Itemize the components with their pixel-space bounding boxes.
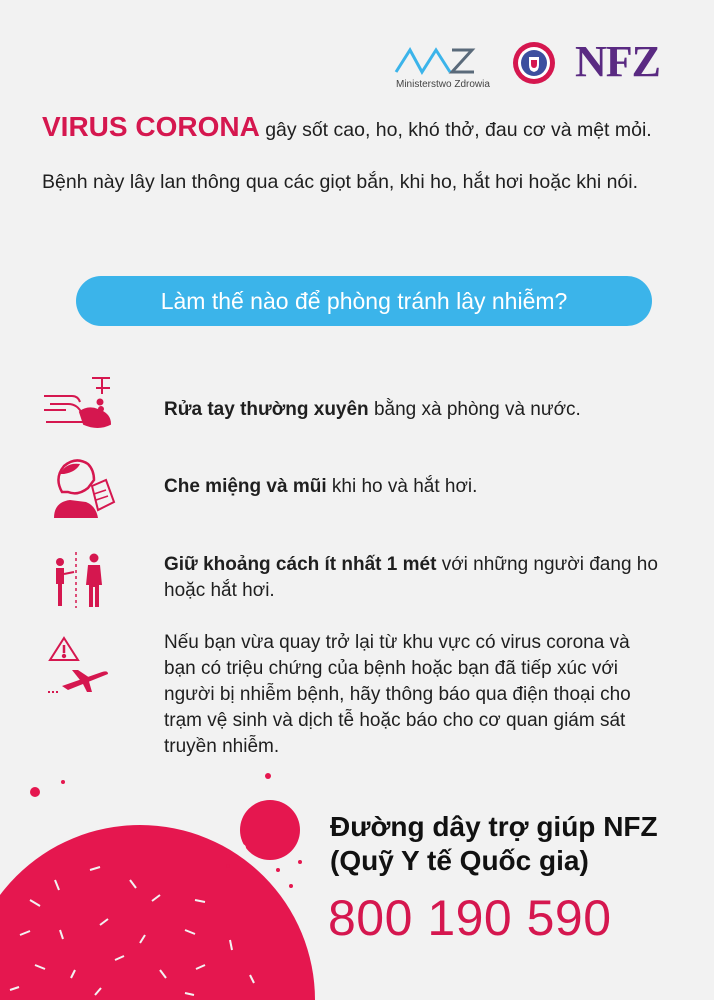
tip-text: bằng xà phòng và nước. (368, 399, 581, 420)
distance-icon (50, 550, 114, 615)
tip-bold: Che miệng và mũi (164, 476, 327, 497)
hotline-line-1: Đường dây trợ giúp NFZ (330, 811, 658, 842)
tip-cover-mouth (164, 474, 477, 500)
nfz-logo: NFZ (575, 37, 660, 86)
intro-paragraph-1 (42, 113, 682, 144)
hotline-phone-number: 800 190 590 (328, 890, 612, 946)
intro-paragraph-2: Bệnh này lây lan thông qua các giọt bắn, khi ho, hắt hơi hoặc khi nói. (42, 171, 639, 193)
tip-bold: Giữ khoảng cách ít nhất 1 mét (164, 554, 437, 575)
sanitary-inspection-seal (512, 41, 556, 85)
intro-text (42, 113, 682, 196)
ministry-caption: Ministerstwo Zdrowia (396, 79, 490, 90)
hotline-line-2: (Quỹ Y tế Quốc gia) (330, 845, 589, 876)
tip-text: Nếu bạn vừa quay trở lại từ khu vực có virus corona và bạn có triệu chứng của bệnh hoặc bạn đã tiếp xúc với người bị nhiễm bệnh, hãy thông báo qua điện thoại cho trạm vệ sinh và dịch tễ hoặc báo cho cơ quan giám sát truyền nhiễm. (164, 632, 631, 757)
hotline-title (330, 810, 658, 878)
tip-text: với những người đang ho hoặc hắt hơi. (164, 554, 658, 601)
cover-mouth-icon (44, 456, 116, 525)
tip-distance (164, 552, 684, 604)
tip-handwash (164, 397, 581, 423)
travel-warning-icon (48, 634, 110, 701)
prevention-question-banner: Làm thế nào để phòng tránh lây nhiễm? (76, 276, 652, 326)
virus-headline: VIRUS CORONA (42, 111, 260, 142)
tip-travel-warning (164, 630, 664, 760)
tip-text: khi ho và hắt hơi. (326, 476, 478, 497)
intro-symptoms: gây sốt cao, ho, khó thở, đau cơ và mệt mỏi. (259, 119, 652, 141)
tip-bold: Rửa tay thường xuyên (164, 399, 369, 420)
handwash-icon (44, 374, 116, 435)
